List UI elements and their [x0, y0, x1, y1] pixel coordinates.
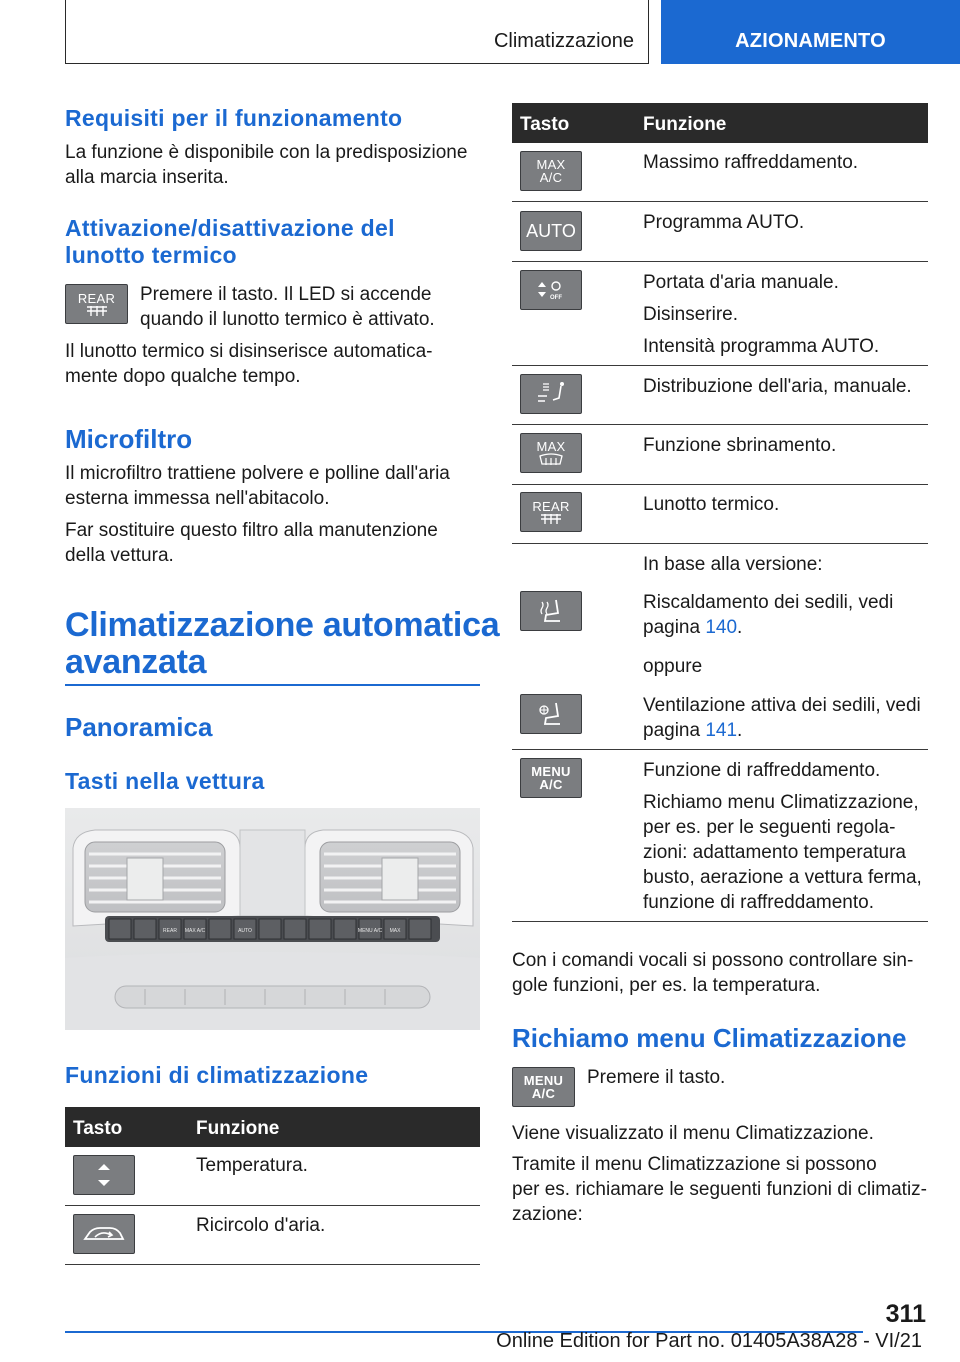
row-auto-intensity: Intensità programma AUTO.: [643, 336, 880, 357]
defrost-waves-icon: [540, 513, 562, 525]
header-key-col: Tasto: [73, 1118, 123, 1139]
row-divider: [512, 749, 928, 750]
row-divider: [512, 261, 928, 262]
rear-key-label: REAR: [77, 290, 116, 306]
heading-requirements: Requisiti per il funzionamento: [65, 105, 403, 131]
chapter-rule: [65, 684, 480, 686]
menu-text-2: Tramite il menu Climatizzazione si possono: [512, 1154, 877, 1175]
header-function-col: Funzione: [643, 114, 727, 135]
rear-window-key-icon: [520, 492, 582, 532]
row-recirculation: Ricircolo d'aria.: [196, 1215, 326, 1236]
row-cooling-function: Funzione di raffreddamento.: [643, 760, 881, 781]
rear-text-1: Premere il tasto. Il LED si accende: [140, 284, 432, 305]
row-depending-version: In base alla versione:: [643, 554, 823, 575]
row-menu-call-5: funzione di raffreddamento.: [643, 892, 874, 913]
header-chapter-label: AZIONAMENTO: [735, 30, 886, 52]
table-header: [512, 103, 928, 143]
row-divider: [512, 201, 928, 202]
microfilter-text-4: della vettura.: [65, 545, 174, 566]
chapter-title-2: avanzata: [65, 643, 207, 681]
row-divider: [512, 484, 928, 485]
menu-press-text: Premere il tasto.: [587, 1067, 726, 1088]
row-manual-airflow: Portata d'aria manuale.: [643, 272, 839, 293]
row-or: oppure: [643, 656, 703, 677]
voice-text-1: Con i comandi vocali si possono controllare sin‐: [512, 950, 914, 971]
menu-ac-key-icon: [520, 758, 582, 798]
off-label: OFF: [550, 295, 562, 301]
air-distribution-icon: [533, 380, 569, 408]
car-recirculation-icon: [82, 1224, 126, 1244]
photo-label-menu-ac: MENU A/C: [357, 928, 383, 934]
requirements-text-2: alla marcia inserita.: [65, 167, 229, 188]
defrost-key-label: MAX: [536, 438, 566, 454]
heading-rear-window-1: Attivazione/disattivazione del: [65, 215, 395, 241]
voice-text-2: gole funzioni, per es. la temperatura.: [512, 975, 821, 996]
footer-edition: Online Edition for Part no. 01405A38A28 - VI/21: [496, 1330, 922, 1352]
menu-text-1: Viene visualizzato il menu Climatizzazione.: [512, 1123, 874, 1144]
defrost-waves-icon: [86, 305, 108, 317]
row-divider: [512, 921, 928, 922]
row-divider: [512, 543, 928, 544]
fan-off-key-icon: [520, 270, 582, 310]
rear-defrost-key-icon: [65, 284, 128, 324]
microfilter-text-2: esterna immessa nell'abitacolo.: [65, 488, 330, 509]
requirements-text-1: La funzione è disponibile con la predisposizione: [65, 142, 468, 163]
windshield-defrost-icon: [538, 453, 564, 467]
row-menu-call-4: busto, aerazione a vettura ferma,: [643, 867, 922, 888]
rear-text-4: mente dopo qualche tempo.: [65, 366, 301, 387]
heading-rear-window-2: lunotto termico: [65, 242, 237, 268]
row-seat-heating-1: Riscaldamento dei sedili, vedi: [643, 592, 894, 613]
max-ac-key-icon: [520, 151, 582, 191]
header-function-col: Funzione: [196, 1118, 280, 1139]
rear-window-key-label: REAR: [532, 498, 570, 514]
row-menu-call-3: zioni: adattamento temperatura: [643, 842, 906, 863]
rear-text-2: quando il lunotto termico è attivato.: [140, 309, 435, 330]
row-seat-ventilation-2: [643, 718, 742, 743]
photo-label-max-ac: MAX A/C: [184, 928, 206, 934]
row-max-cooling: Massimo raffreddamento.: [643, 152, 859, 173]
header-section-title: Climatizzazione: [493, 30, 634, 52]
menu-ac-key-label: MENU A/C: [531, 764, 571, 792]
period: .: [737, 720, 743, 741]
table-header: [65, 1107, 480, 1147]
row-temperature: Temperatura.: [196, 1155, 308, 1176]
row-auto-program: Programma AUTO.: [643, 212, 805, 233]
up-down-arrows-icon: [94, 1160, 114, 1190]
seat-ventilation-icon: [536, 700, 566, 728]
row-divider: [65, 1205, 480, 1206]
row-divider: [65, 1264, 480, 1265]
page-prefix: pagina: [643, 617, 706, 638]
photo-label-max: MAX: [389, 928, 401, 934]
row-air-distribution: Distribuzione dell'aria, manuale.: [643, 376, 912, 397]
rear-text-3: Il lunotto termico si disinserisce automatica‐: [65, 341, 433, 362]
header-chapter-tab[interactable]: [661, 0, 960, 64]
heading-keys-in-vehicle: Tasti nella vettura: [65, 768, 265, 794]
period: .: [737, 617, 743, 638]
row-rear-window: Lunotto termico.: [643, 494, 780, 515]
heading-microfilter: Microfiltro: [65, 424, 193, 454]
row-defrost: Funzione sbrinamento.: [643, 435, 837, 456]
page-link-141[interactable]: 141: [705, 720, 738, 741]
row-divider: [512, 424, 928, 425]
heading-overview: Panoramica: [65, 712, 213, 742]
menu-text-3: per es. richiamare le seguenti funzioni di climatiz‐: [512, 1179, 928, 1200]
auto-key-label: AUTO: [526, 220, 576, 241]
chapter-title-1: Climatizzazione automatica: [65, 606, 500, 644]
photo-label-auto: AUTO: [238, 928, 252, 934]
row-divider: [512, 365, 928, 366]
row-menu-call-2: per es. per le seguenti regola‐: [643, 817, 896, 838]
air-distribution-key-icon: [520, 374, 582, 414]
menu-ac-key-icon: [512, 1067, 575, 1107]
seat-ventilation-key-icon: [520, 694, 582, 734]
photo-label-rear: REAR: [163, 928, 177, 934]
seat-heating-key-icon: [520, 591, 582, 631]
page-link-140[interactable]: 140: [705, 617, 738, 638]
page-prefix: pagina: [643, 720, 706, 741]
menu-ac-key-label: MENU A/C: [523, 1073, 564, 1101]
left-function-table: [65, 1107, 480, 1267]
heading-menu-call: Richiamo menu Climatizzazione: [512, 1023, 907, 1053]
row-menu-call-1: Richiamo menu Climatizzazione,: [643, 792, 919, 813]
header-section-box: [65, 0, 649, 64]
auto-key-icon: [520, 211, 582, 251]
seat-heating-icon: [536, 597, 566, 625]
menu-text-4: zazione:: [512, 1204, 583, 1225]
fan-arrows-icon: [536, 278, 566, 302]
microfilter-text-1: Il microfiltro trattiene polvere e polline dall'aria: [65, 463, 450, 484]
microfilter-text-3: Far sostituire questo filtro alla manutenzione: [65, 520, 438, 541]
temperature-key-icon: [73, 1155, 135, 1195]
heading-climate-functions: Funzioni di climatizzazione: [65, 1062, 369, 1088]
defrost-key-icon: [520, 433, 582, 473]
page-number: 311: [885, 1300, 926, 1328]
recirculation-key-icon: [73, 1214, 135, 1254]
max-ac-key-label: MAX A/C: [536, 157, 566, 185]
right-function-table: [512, 103, 928, 923]
climate-panel-photo: [65, 808, 480, 1030]
header-key-col: Tasto: [520, 114, 570, 135]
row-seat-heating-2: [643, 615, 742, 640]
row-switch-off: Disinserire.: [643, 304, 739, 325]
row-seat-ventilation-1: Ventilazione attiva dei sedili, vedi: [643, 695, 921, 716]
